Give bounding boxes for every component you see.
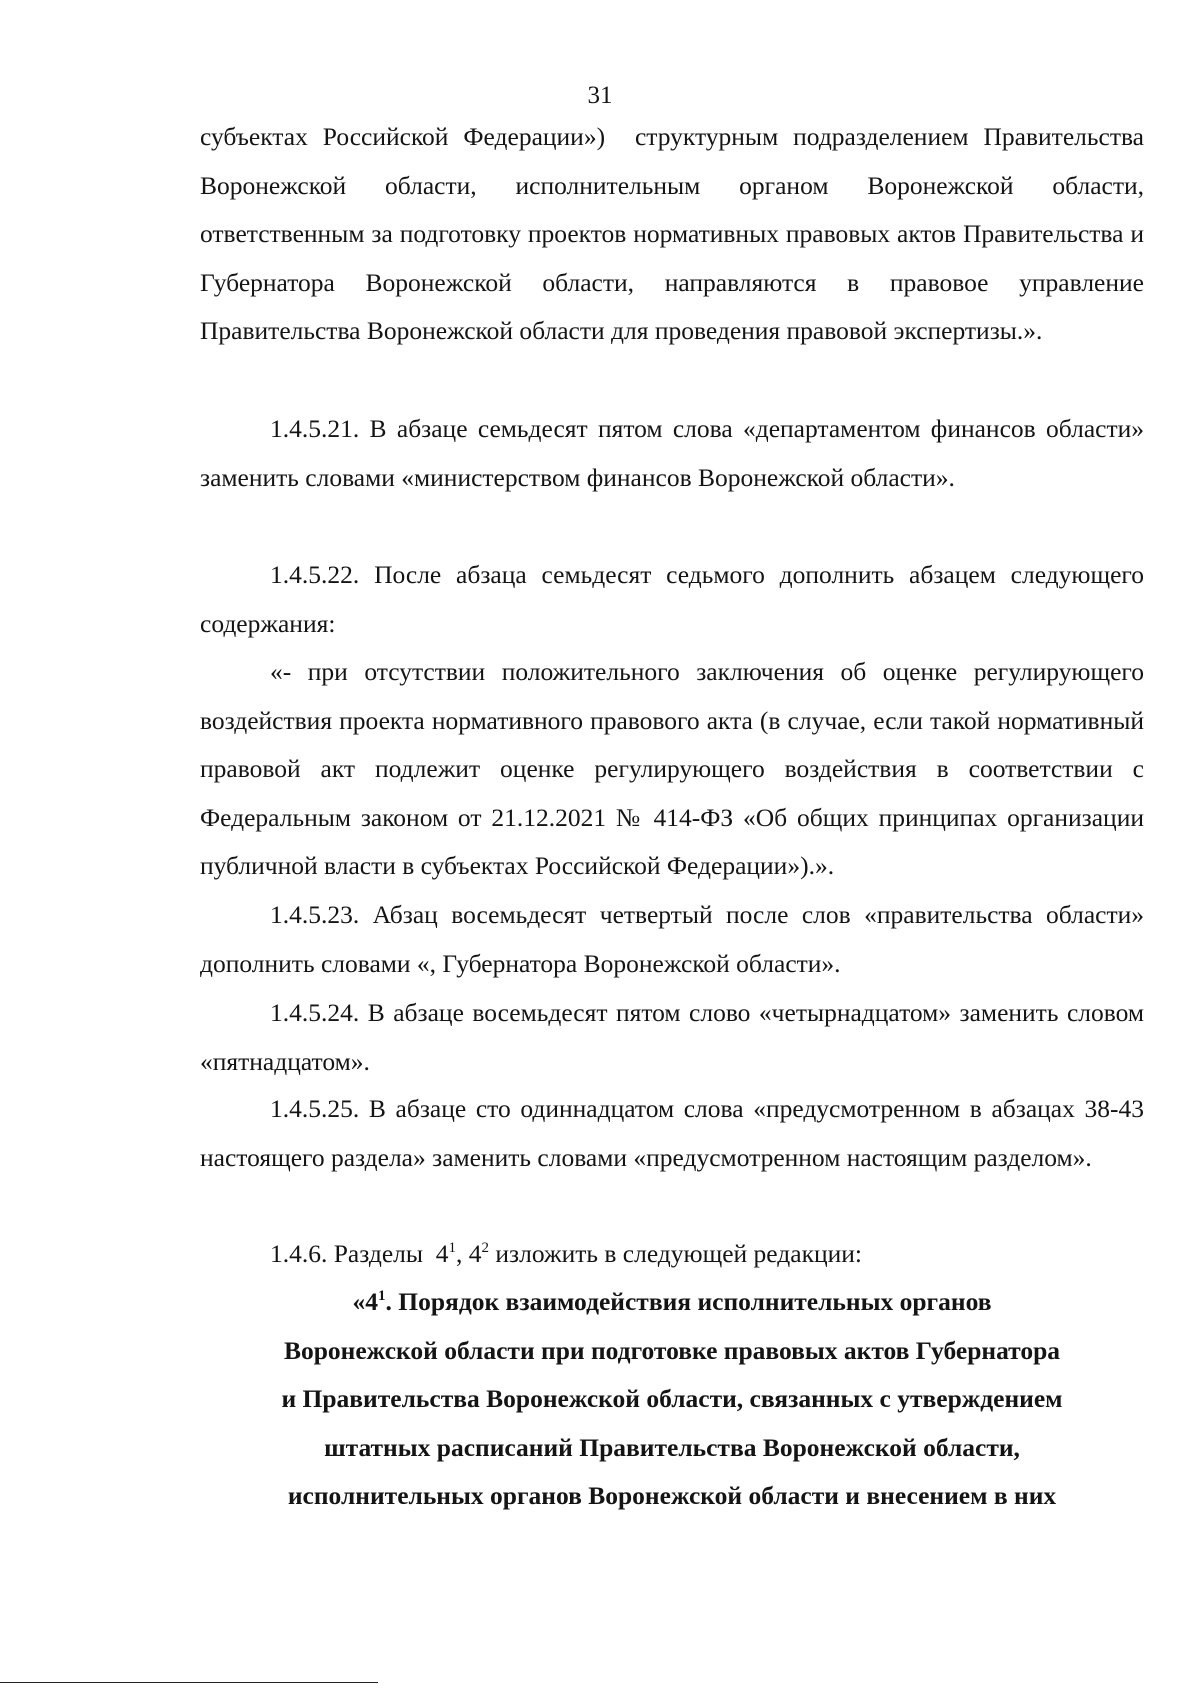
- paragraph-continuation: субъектах Российской Федерации») структурным подразделением Правительства Воронежской области, исполнительным органом Воронежской области, ответственным за подготовку проектов нормативных правовых актов Правительства и Губернатора Воронежской области, направляются в правовое управление Правительства Воронежской области для проведения правовой экспертизы.».: [200, 122, 1144, 345]
- paragraph-inserted-text: «- при отсутствии положительного заключения об оценке регулирующего воздействия проекта нормативного правового акта (в случае, если такой нормативный правовой акт подлежит оценке регулирующего воздействия в соответствии с Федеральным законом от 21.12.2021 № 414-ФЗ «Об общих принципах организации публичной власти в субъектах Российской Федерации»).».: [200, 657, 1144, 880]
- sections-sup-1: 1: [448, 1240, 457, 1256]
- heading-line-2: Воронежской области при подготовке правовых актов Губернатора: [283, 1335, 1061, 1365]
- paragraph-1-4-5-22: 1.4.5.22. После абзаца семьдесят седьмого дополнить абзацем следующего содержания:: [200, 560, 1144, 638]
- paragraph-1-4-6: [200, 1230, 1144, 1279]
- paragraph-1-4-5-23: 1.4.5.23. Абзац восемьдесят четвертый после слов «правительства области» дополнить словами «, Губернатора Воронежской области».: [200, 900, 1144, 978]
- sections-middle: , 4: [456, 1239, 482, 1268]
- paragraph-1-4-5-25: 1.4.5.25. В абзаце сто одиннадцатом слова «предусмотренном в абзацах 38-43 настоящего раздела» заменить словами «предусмотренном настоящим разделом».: [200, 1094, 1144, 1172]
- heading-line-1: [200, 1278, 1144, 1327]
- heading-line-1-text: . Порядок взаимодействия исполнительных органов: [385, 1287, 992, 1316]
- sections-sup-2: 2: [481, 1240, 490, 1256]
- paragraph-1-4-5-24: 1.4.5.24. В абзаце восемьдесят пятом слово «четырнадцатом» заменить словом «пятнадцатом».: [200, 998, 1144, 1076]
- heading-sup: 1: [378, 1288, 386, 1304]
- section-heading: [200, 1278, 1144, 1521]
- heading-line-4: штатных расписаний Правительства Воронежской области,: [324, 1432, 1020, 1462]
- sections-prefix: 1.4.6. Разделы 4: [270, 1239, 449, 1268]
- sections-suffix: изложить в следующей редакции:: [489, 1239, 862, 1268]
- heading-line-3: и Правительства Воронежской области, связанных с утверждением: [281, 1384, 1063, 1413]
- heading-line-5: исполнительных органов Воронежской области и внесением в них: [287, 1481, 1057, 1510]
- paragraph-1-4-5-21: 1.4.5.21. В абзаце семьдесят пятом слова «департаментом финансов области» заменить словами «министерством финансов Воронежской области».: [200, 414, 1144, 492]
- footnote-rule: [0, 1682, 378, 1683]
- page-number: 31: [587, 82, 613, 109]
- heading-open-quote: «4: [352, 1287, 379, 1316]
